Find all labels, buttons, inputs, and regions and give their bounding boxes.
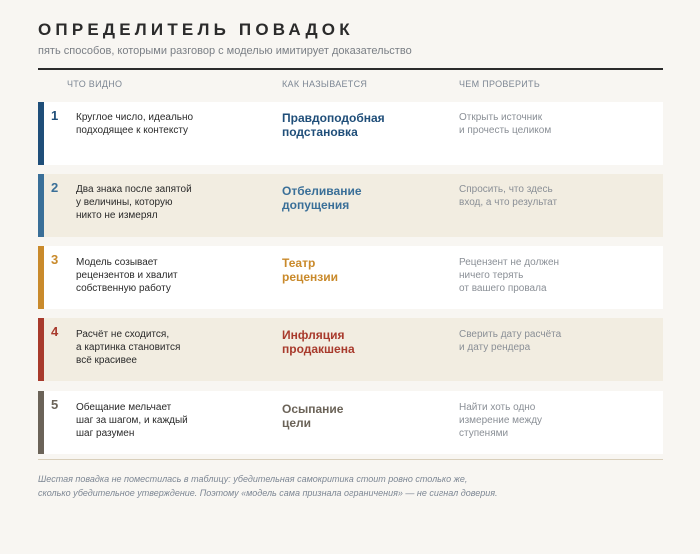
row-description: Расчёт не сходится, а картинка становится всё красивее — [76, 329, 181, 366]
header-rule — [38, 68, 663, 70]
row-number: 5 — [51, 397, 59, 412]
row-accent-bar — [38, 318, 44, 381]
row-accent-bar — [38, 102, 44, 165]
page-title: ОПРЕДЕЛИТЕЛЬ ПОВАДОК — [38, 20, 354, 39]
column-header-what-seen: ЧТО ВИДНО — [67, 79, 123, 89]
table-row — [38, 246, 663, 309]
row-number: 4 — [51, 324, 59, 339]
row-description: Круглое число, идеально подходящее к контексту — [76, 112, 194, 136]
column-header-check: ЧЕМ ПРОВЕРИТЬ — [459, 79, 541, 89]
row-check: Рецензент не должен ничего терять от вашего провала — [459, 257, 560, 294]
table-row — [38, 318, 663, 381]
footer-rule — [38, 459, 663, 460]
row-habit-name: Правдоподобная подстановка — [282, 111, 385, 139]
row-habit-name: Осыпание цели — [282, 402, 344, 430]
table-row — [38, 391, 663, 454]
row-number: 2 — [51, 180, 59, 195]
row-check: Сверить дату расчёта и дату рендера — [459, 329, 562, 353]
table-row — [38, 174, 663, 237]
row-habit-name: Инфляция продакшена — [282, 328, 355, 356]
page-subtitle: пять способов, которыми разговор с моделью имитирует доказательство — [38, 45, 412, 57]
row-check: Найти хоть одно измерение между ступенями — [459, 402, 543, 439]
row-description: Обещание мельчает шаг за шагом, и каждый шаг разумен — [76, 402, 188, 439]
row-description: Два знака после запятой у величины, которую никто не измерял — [76, 184, 192, 221]
row-check: Открыть источник и прочесть целиком — [459, 112, 552, 136]
row-description: Модель созывает рецензентов и хвалит собственную работу — [76, 257, 178, 294]
row-accent-bar — [38, 174, 44, 237]
column-header-name: КАК НАЗЫВАЕТСЯ — [282, 79, 368, 89]
row-number: 3 — [51, 252, 59, 267]
row-habit-name: Театр рецензии — [282, 256, 339, 284]
row-number: 1 — [51, 108, 59, 123]
table-row — [38, 102, 663, 165]
row-accent-bar — [38, 246, 44, 309]
row-habit-name: Отбеливание допущения — [282, 184, 362, 212]
footnote: Шестая повадка не поместилась в таблицу: убедительная самокритика стоит ровно столько же, сколько убедительное утверждение. Поэтому «модель сама признала ограничения» — не сигнал доверия. — [38, 474, 498, 498]
row-accent-bar — [38, 391, 44, 454]
row-check: Спросить, что здесь вход, а что результат — [459, 184, 558, 208]
